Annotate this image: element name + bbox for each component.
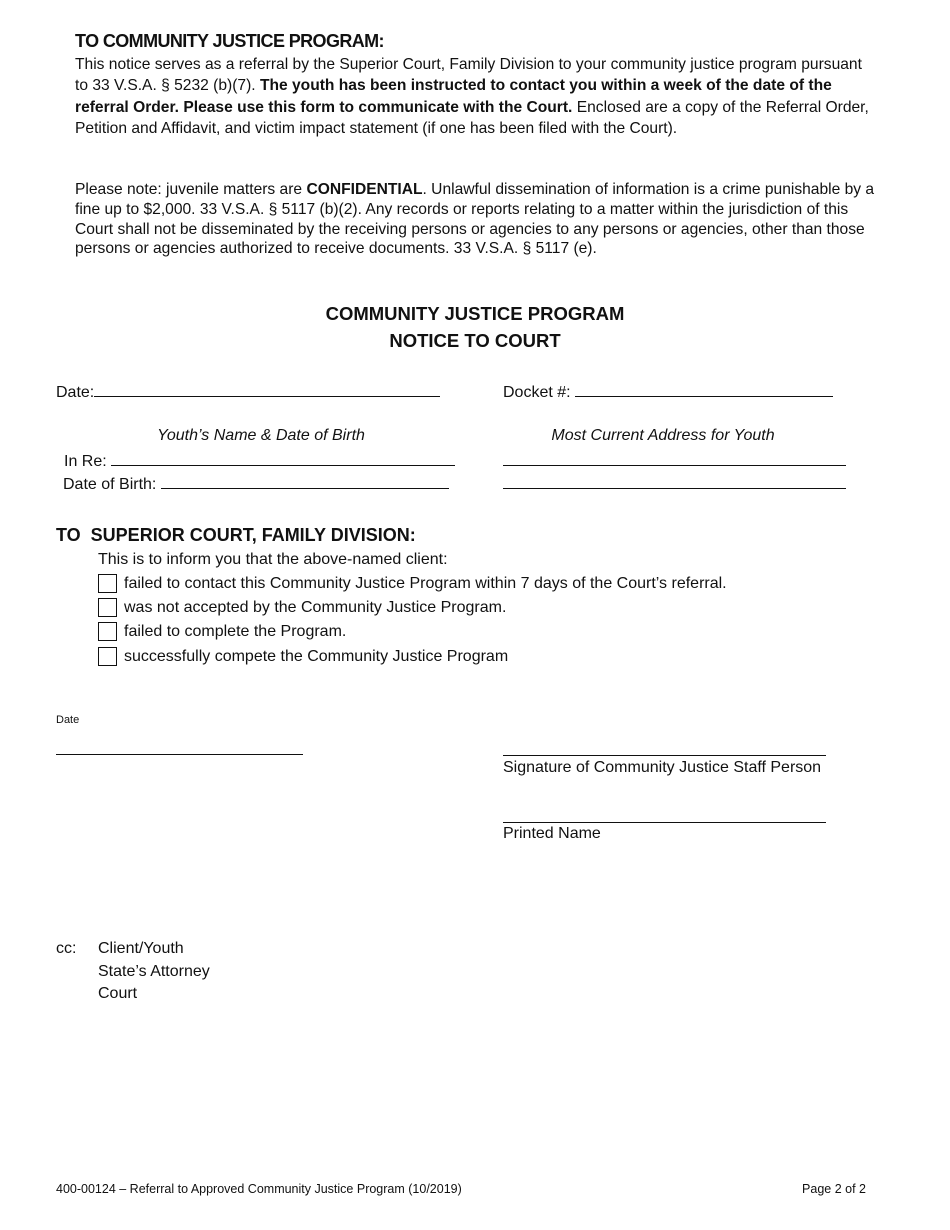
checkbox[interactable]: [98, 647, 117, 666]
dob-input-line[interactable]: [161, 473, 449, 489]
footer-page-number: Page 2 of 2: [802, 1182, 866, 1196]
referral-instruction-bold: The youth has been instructed to contact you within a week of the date of the referral Order. Please use this form to communicate with the Court.: [75, 77, 832, 116]
confidentiality-paragraph: [75, 180, 875, 259]
in-re-label: In Re:: [64, 453, 107, 470]
option-label: failed to complete the Program.: [124, 622, 347, 640]
date-input-line[interactable]: [94, 381, 440, 397]
court-section-heading: TO SUPERIOR COURT, FAMILY DIVISION:: [56, 525, 416, 545]
option-not-accepted[interactable]: [98, 598, 506, 617]
in-re-field: [64, 450, 455, 471]
address-line-1-field: [503, 450, 846, 471]
cc-recipient: State’s Attorney: [98, 962, 210, 980]
printed-name-label: Printed Name: [503, 825, 601, 842]
footer-form-id: 400-00124 – Referral to Approved Community Justice Program (10/2019): [56, 1182, 462, 1196]
address-input-line-1[interactable]: [503, 450, 846, 466]
option-successfully-complete[interactable]: [98, 647, 508, 666]
confidential-bold: CONFIDENTIAL: [306, 181, 423, 198]
dob-field: [63, 473, 449, 494]
option-label: was not accepted by the Community Justice Program.: [124, 598, 507, 616]
referral-text-end: Enclosed are a copy of the Referral Order, Petition and Affidavit, and victim impact statement (if one has been filed with the Court).: [75, 98, 869, 137]
form-subtitle: NOTICE TO COURT: [389, 330, 561, 351]
checkbox[interactable]: [98, 622, 117, 641]
address-input-line-2[interactable]: [503, 473, 846, 489]
signature-date-label: Date: [56, 714, 80, 726]
form-title: COMMUNITY JUSTICE PROGRAM: [325, 303, 625, 324]
option-failed-contact[interactable]: [98, 574, 727, 593]
referral-text-start: This notice serves as a referral by the Superior Court, Family Division to your community justice program pursuant to 33 V.S.A. § 5232 (b)(7).: [75, 56, 862, 95]
option-failed-complete[interactable]: [98, 622, 346, 641]
checkbox[interactable]: [98, 598, 117, 617]
checkbox[interactable]: [98, 574, 117, 593]
intro-heading: TO COMMUNITY JUSTICE PROGRAM:: [75, 31, 384, 51]
referral-paragraph: [75, 54, 875, 139]
in-re-input-line[interactable]: [111, 450, 455, 466]
docket-input-line[interactable]: [575, 381, 833, 397]
confidentiality-text-start: Please note: juvenile matters are: [75, 181, 307, 198]
signature-date-line[interactable]: [56, 738, 303, 755]
date-field: [56, 381, 440, 402]
cc-recipients: [98, 938, 210, 1006]
youth-name-header: Youth’s Name & Date of Birth: [157, 427, 365, 444]
option-label: failed to contact this Community Justice Program within 7 days of the Court’s referral.: [124, 574, 727, 592]
staff-signature-label: Signature of Community Justice Staff Person: [503, 759, 822, 776]
option-label: successfully compete the Community Justice Program: [124, 647, 509, 665]
docket-label: Docket #:: [503, 384, 571, 401]
inform-statement: This is to inform you that the above-named client:: [98, 551, 448, 568]
confidentiality-text-end: . Unlawful dissemination of information is a crime punishable by a fine up to $2,000. 33 V.S.A. § 5117 (b)(2). Any records or reports relating to a matter within the jurisdiction of this Court shall not be disseminated by the receiving persons or agencies to any persons or agencies, other than those persons or agencies authorized to receive documents. 33 V.S.A. § 5117 (e).: [75, 181, 875, 258]
printed-name-line[interactable]: [503, 806, 826, 823]
cc-recipient: Client/Youth: [98, 940, 184, 957]
date-label: Date:: [56, 384, 95, 401]
cc-recipient: Court: [98, 985, 138, 1002]
address-header: Most Current Address for Youth: [551, 427, 775, 444]
docket-field: [503, 381, 833, 402]
staff-signature-line[interactable]: [503, 739, 826, 756]
cc-label: cc:: [56, 940, 77, 957]
dob-label: Date of Birth:: [63, 476, 157, 493]
address-line-2-field: [503, 473, 846, 494]
